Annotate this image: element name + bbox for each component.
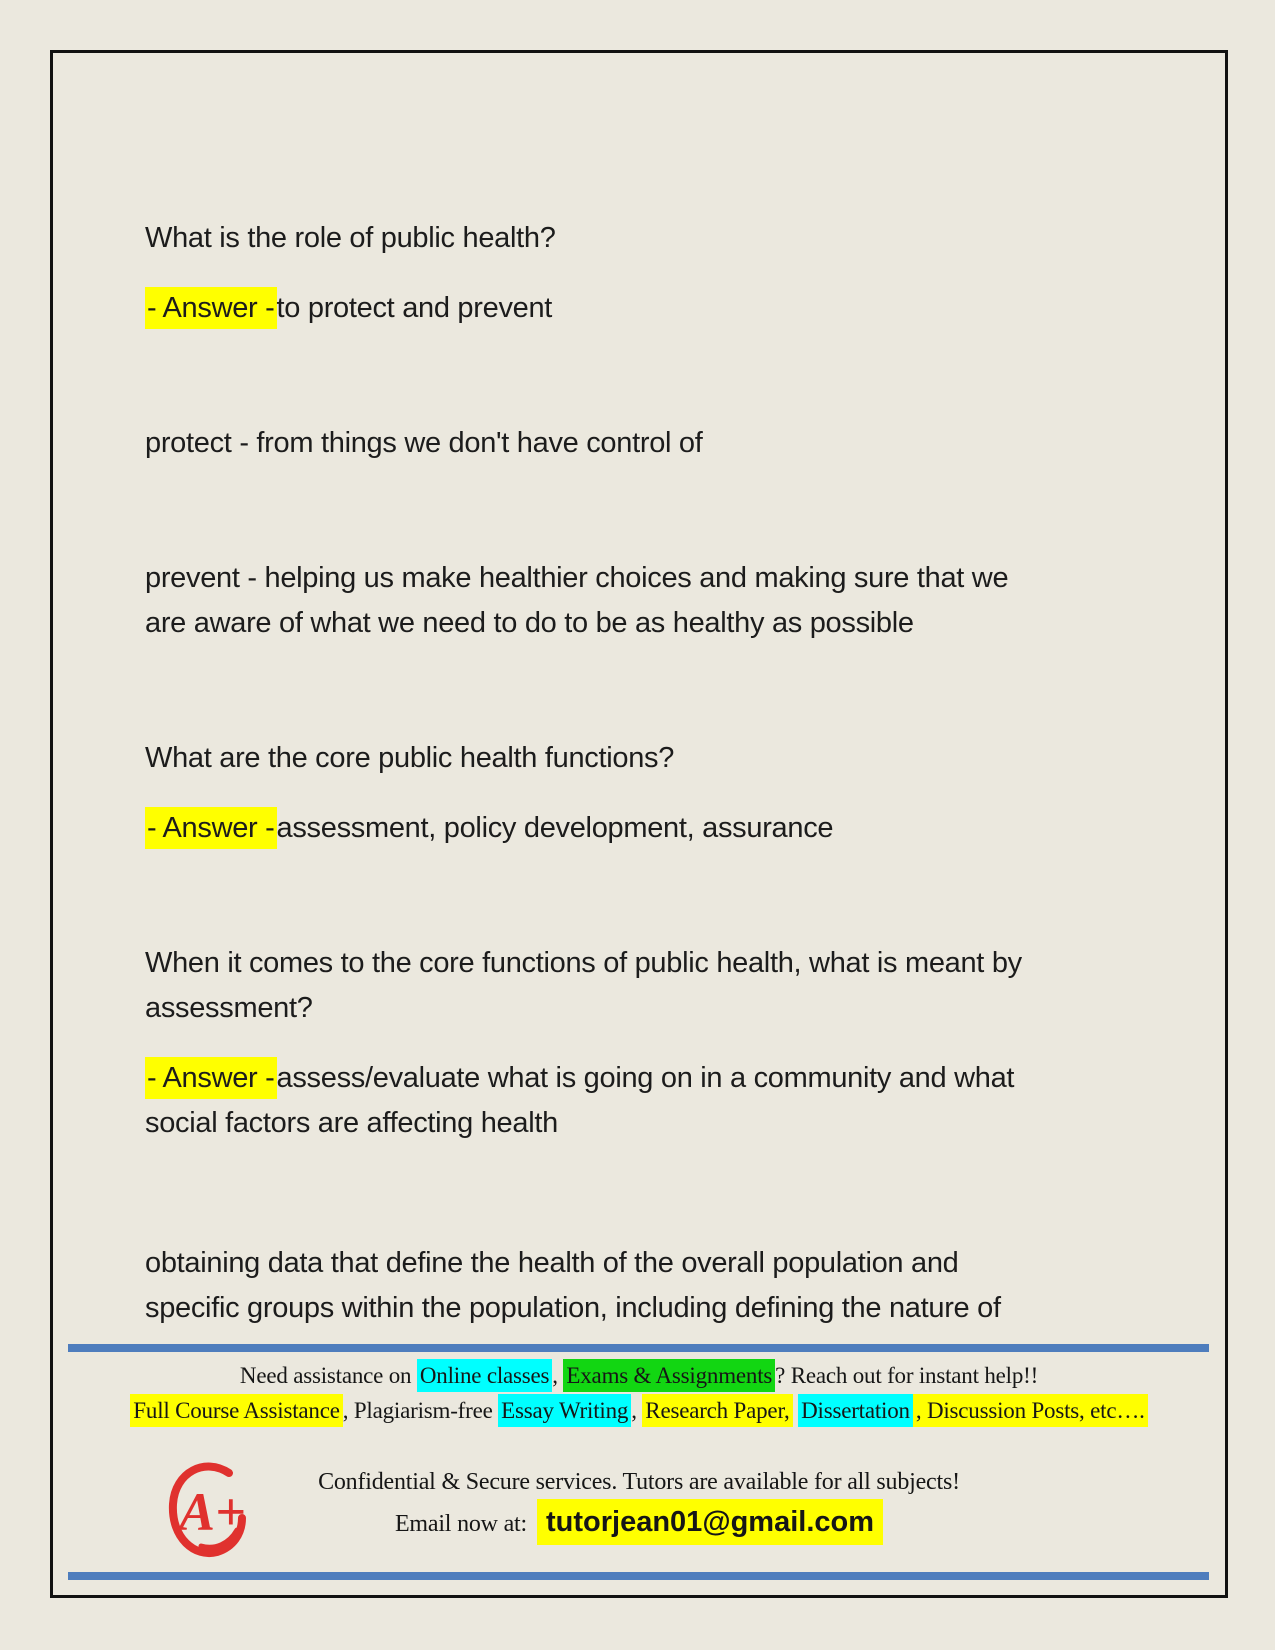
text-span: to protect and prevent — [276, 292, 553, 324]
highlighted-text: Research Paper, — [642, 1394, 792, 1427]
highlighted-text: - Answer - — [145, 287, 277, 329]
highlighted-text: Essay Writing — [498, 1394, 631, 1427]
text-span: What are the core public health functions? — [145, 742, 675, 774]
highlighted-text: - Answer - — [145, 807, 277, 849]
question-text — [145, 941, 1195, 1031]
text-span: obtaining data that define the health of the overall population and — [145, 1247, 959, 1279]
text-line — [145, 1101, 1195, 1146]
highlighted-text: - Answer - — [145, 1057, 277, 1099]
text-span: social factors are affecting health — [145, 1107, 558, 1139]
text-span: Need assistance on — [239, 1363, 417, 1388]
bottom-divider-line — [68, 1572, 1209, 1580]
text-span: protect - from things we don't have control of — [145, 427, 703, 459]
footer-confidential-line — [53, 1466, 1225, 1498]
text-span: , — [552, 1363, 564, 1388]
answer-text — [145, 806, 1195, 851]
document-body — [145, 216, 1195, 1331]
highlighted-text: Full Course Assistance — [130, 1394, 342, 1427]
text-span: are aware of what we need to do to be as healthy as possible — [145, 607, 914, 639]
highlighted-text: , Discussion Posts, etc…. — [913, 1394, 1148, 1427]
confidential-text: Confidential & Secure services. Tutors are available for all subjects! — [318, 1469, 960, 1495]
highlighted-text: Exams & Assignments — [563, 1359, 775, 1392]
paragraph-text — [145, 421, 1195, 466]
text-line — [145, 286, 1195, 331]
question-text — [145, 736, 1195, 781]
text-span: assessment, policy development, assurance — [276, 812, 834, 844]
text-line — [145, 1241, 1195, 1286]
text-span: assess/evaluate what is going on in a community and what — [276, 1062, 1015, 1094]
text-span: , — [631, 1398, 643, 1423]
footer-help-line — [53, 1359, 1225, 1393]
text-line — [145, 216, 1195, 261]
paragraph-text — [145, 1241, 1195, 1331]
text-span: When it comes to the core functions of public health, what is meant by — [145, 947, 1022, 979]
text-line — [145, 1286, 1195, 1331]
answer-text — [145, 286, 1195, 331]
text-line — [145, 1056, 1195, 1101]
email-address: tutorjean01@gmail.com — [537, 1499, 883, 1545]
text-line — [145, 421, 1195, 466]
email-label: Email now at: — [394, 1511, 527, 1537]
highlighted-text: Dissertation — [798, 1394, 913, 1427]
top-divider-line — [68, 1344, 1209, 1352]
footer-services-line — [53, 1394, 1225, 1428]
text-span: ? Reach out for instant help!! — [775, 1363, 1039, 1388]
text-line — [145, 601, 1195, 646]
question-text — [145, 216, 1195, 261]
highlighted-text: Online classes — [417, 1359, 552, 1392]
text-line — [145, 806, 1195, 851]
footer-email-line — [53, 1498, 1225, 1548]
text-line — [145, 941, 1195, 986]
text-line — [145, 736, 1195, 781]
page-border — [50, 50, 1228, 1598]
text-span: , Plagiarism-free — [342, 1398, 499, 1423]
answer-text — [145, 1056, 1195, 1146]
text-line — [145, 986, 1195, 1031]
logo-text: A+ — [179, 1482, 246, 1542]
paragraph-text — [145, 556, 1195, 646]
text-line — [145, 556, 1195, 601]
text-span: assessment? — [145, 992, 313, 1024]
text-span: What is the role of public health? — [145, 222, 556, 254]
text-span: prevent - helping us make healthier choices and making sure that we — [145, 562, 1009, 594]
text-span: specific groups within the population, including defining the nature of — [145, 1292, 1001, 1324]
